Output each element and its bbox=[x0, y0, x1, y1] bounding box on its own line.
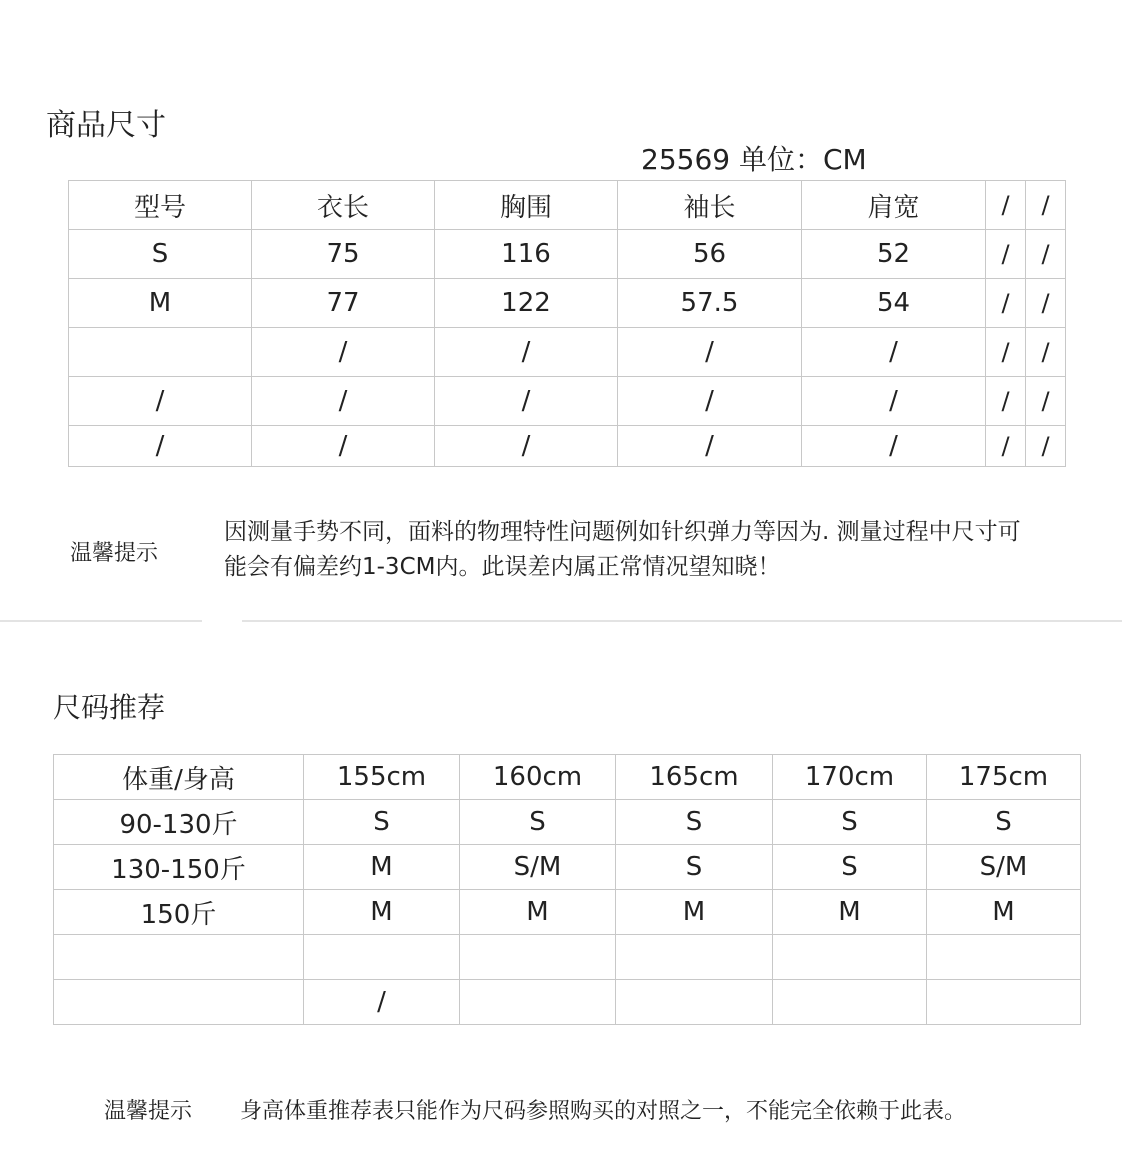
recommend-table-cell: S bbox=[616, 800, 773, 845]
size-tip-line-2: 能会有偏差约1-3CM内。此误差内属正常情况望知晓！ bbox=[224, 554, 781, 580]
recommend-table-row bbox=[54, 845, 1081, 890]
size-table-cell: / bbox=[252, 328, 435, 377]
size-table-header-cell: 袖长 bbox=[618, 181, 802, 230]
recommend-table-row bbox=[54, 800, 1081, 845]
size-table-cell: 54 bbox=[802, 279, 986, 328]
recommend-table bbox=[53, 754, 1081, 1025]
recommend-table-cell: S bbox=[616, 845, 773, 890]
recommend-table-cell bbox=[304, 935, 460, 980]
size-table-cell: / bbox=[802, 426, 986, 467]
divider-left bbox=[0, 620, 202, 622]
size-table-header-cell: 型号 bbox=[69, 181, 252, 230]
size-table-row bbox=[69, 377, 1066, 426]
recommend-table-cell: M bbox=[616, 890, 773, 935]
recommend-table-row bbox=[54, 890, 1081, 935]
size-table-cell: 122 bbox=[435, 279, 618, 328]
size-table-cell: / bbox=[435, 377, 618, 426]
size-section-title: 商品尺寸 bbox=[46, 108, 166, 143]
size-table-cell: / bbox=[1026, 328, 1066, 377]
recommend-table-cell: S bbox=[460, 800, 616, 845]
size-table-cell: / bbox=[1026, 279, 1066, 328]
recommend-table-cell bbox=[54, 980, 304, 1025]
recommend-table-header-cell: 160cm bbox=[460, 755, 616, 800]
size-table-header-cell: / bbox=[1026, 181, 1066, 230]
size-table-header-cell: / bbox=[986, 181, 1026, 230]
size-table-header-row bbox=[69, 181, 1066, 230]
size-table-cell: / bbox=[435, 328, 618, 377]
size-table-body bbox=[69, 181, 1066, 467]
size-table-header-cell: 胸围 bbox=[435, 181, 618, 230]
size-table bbox=[68, 180, 1066, 467]
size-table-row bbox=[69, 230, 1066, 279]
recommend-table-cell: S/M bbox=[927, 845, 1081, 890]
recommend-table-cell bbox=[460, 980, 616, 1025]
size-unit-label: 25569 单位：CM bbox=[641, 143, 867, 176]
recommend-tip-label: 温馨提示 bbox=[104, 1099, 193, 1124]
size-table-cell: / bbox=[1026, 377, 1066, 426]
size-table-cell: / bbox=[618, 377, 802, 426]
size-table-cell: 56 bbox=[618, 230, 802, 279]
size-table-cell: 57.5 bbox=[618, 279, 802, 328]
recommend-table-cell bbox=[927, 935, 1081, 980]
size-table-cell: 52 bbox=[802, 230, 986, 279]
size-table-header-cell: 衣长 bbox=[252, 181, 435, 230]
recommend-table-cell: S bbox=[304, 800, 460, 845]
size-table-cell: / bbox=[618, 328, 802, 377]
recommend-table-header-cell: 170cm bbox=[773, 755, 927, 800]
size-table-cell bbox=[69, 328, 252, 377]
recommend-table-cell: M bbox=[773, 890, 927, 935]
size-table-cell: / bbox=[69, 377, 252, 426]
recommend-table-header-cell: 175cm bbox=[927, 755, 1081, 800]
recommend-table-row bbox=[54, 980, 1081, 1025]
size-table-row bbox=[69, 426, 1066, 467]
recommend-table-cell: S bbox=[927, 800, 1081, 845]
recommend-table-row bbox=[54, 935, 1081, 980]
recommend-table-cell bbox=[616, 980, 773, 1025]
size-table-cell: / bbox=[69, 426, 252, 467]
divider-right bbox=[242, 620, 1122, 622]
recommend-table-cell bbox=[54, 935, 304, 980]
size-table-cell: 75 bbox=[252, 230, 435, 279]
size-table-cell: / bbox=[986, 328, 1026, 377]
recommend-section-title: 尺码推荐 bbox=[53, 691, 166, 724]
size-table-cell: M bbox=[69, 279, 252, 328]
recommend-table-header-cell: 165cm bbox=[616, 755, 773, 800]
size-table-cell: / bbox=[986, 426, 1026, 467]
size-table-cell: 77 bbox=[252, 279, 435, 328]
recommend-table-cell bbox=[927, 980, 1081, 1025]
recommend-table-cell: S bbox=[773, 800, 927, 845]
recommend-table-cell: S/M bbox=[460, 845, 616, 890]
recommend-table-cell bbox=[773, 980, 927, 1025]
recommend-table-cell: 90-130斤 bbox=[54, 800, 304, 845]
recommend-table-cell: M bbox=[460, 890, 616, 935]
size-table-cell: 116 bbox=[435, 230, 618, 279]
recommend-table-body bbox=[54, 755, 1081, 1025]
size-table-cell: / bbox=[252, 377, 435, 426]
recommend-table-cell: M bbox=[304, 890, 460, 935]
size-table-cell: / bbox=[986, 377, 1026, 426]
size-table-cell: / bbox=[802, 377, 986, 426]
recommend-table-cell: / bbox=[304, 980, 460, 1025]
recommend-table-header-cell: 155cm bbox=[304, 755, 460, 800]
recommend-table-cell: 130-150斤 bbox=[54, 845, 304, 890]
size-tip-label: 温馨提示 bbox=[70, 541, 159, 566]
size-table-cell: / bbox=[1026, 230, 1066, 279]
recommend-table-cell: M bbox=[304, 845, 460, 890]
size-table-cell: / bbox=[802, 328, 986, 377]
size-table-cell: / bbox=[986, 279, 1026, 328]
size-table-cell: / bbox=[986, 230, 1026, 279]
recommend-table-header-cell: 体重/身高 bbox=[54, 755, 304, 800]
recommend-table-cell: 150斤 bbox=[54, 890, 304, 935]
recommend-table-cell: M bbox=[927, 890, 1081, 935]
recommend-table-cell: S bbox=[773, 845, 927, 890]
recommend-table-cell bbox=[460, 935, 616, 980]
size-tip-line-1: 因测量手势不同，面料的物理特性问题例如针织弹力等因为. 测量过程中尺寸可 bbox=[224, 519, 1021, 545]
size-table-row bbox=[69, 279, 1066, 328]
size-table-header-cell: 肩宽 bbox=[802, 181, 986, 230]
size-table-cell: / bbox=[435, 426, 618, 467]
size-table-cell: S bbox=[69, 230, 252, 279]
recommend-table-cell bbox=[773, 935, 927, 980]
size-table-cell: / bbox=[252, 426, 435, 467]
recommend-table-header-row bbox=[54, 755, 1081, 800]
recommend-table-cell bbox=[616, 935, 773, 980]
size-tip-text bbox=[224, 515, 1021, 585]
recommend-tip-text: 身高体重推荐表只能作为尺码参照购买的对照之一，不能完全依赖于此表。 bbox=[240, 1099, 967, 1124]
size-table-cell: / bbox=[1026, 426, 1066, 467]
size-table-cell: / bbox=[618, 426, 802, 467]
size-table-row bbox=[69, 328, 1066, 377]
